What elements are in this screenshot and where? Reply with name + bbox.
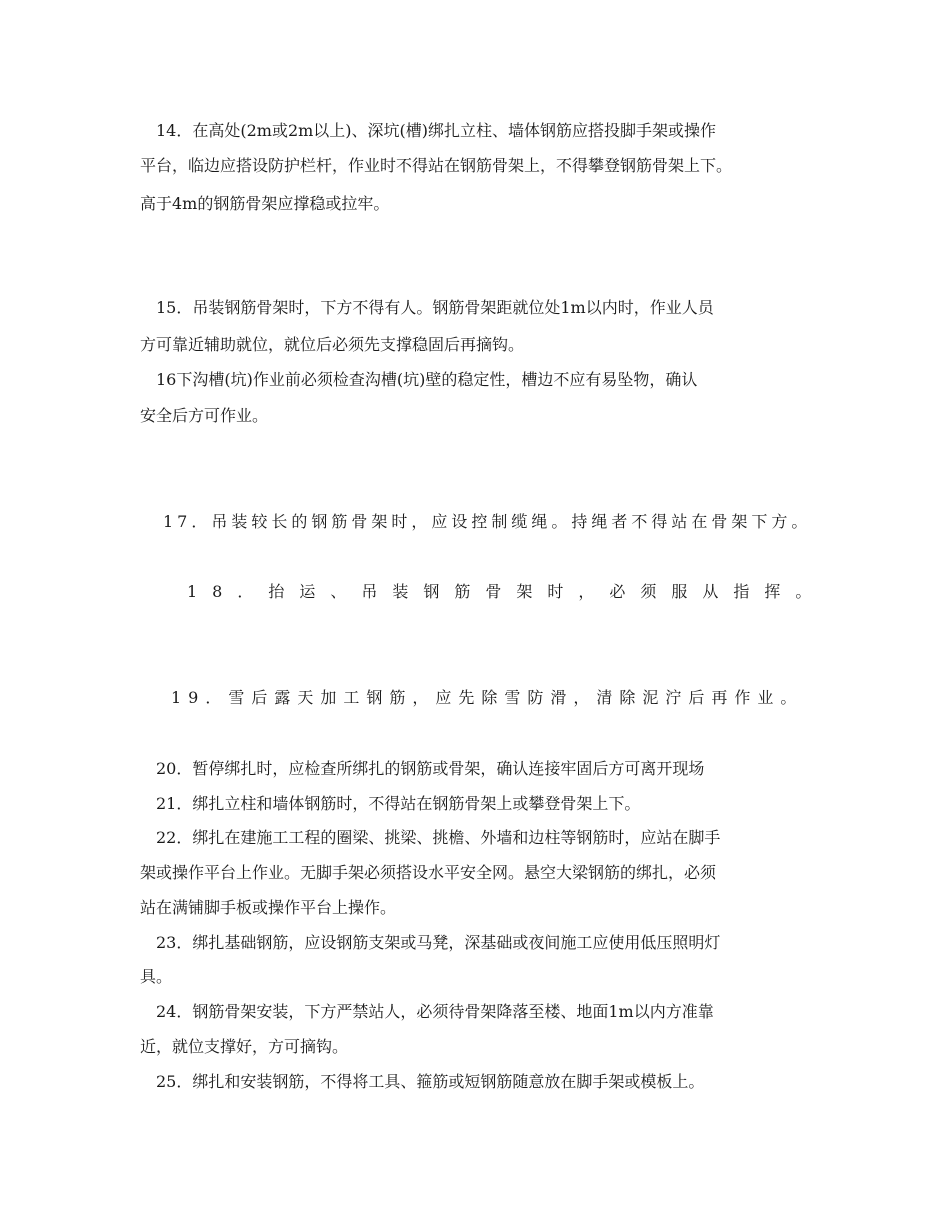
item-15-line-2: 方可靠近辅助就位，就位后必须先支撑稳固后再摘钩。 — [140, 335, 525, 354]
item-22-line-1: 22．绑扎在建施工工程的圈梁、挑梁、挑檐、外墙和边柱等钢筋时，应站在脚手 — [140, 828, 721, 847]
item-14-line-1: 14．在高处(2m或2m以上)、深坑(槽)绑扎立柱、墙体钢筋应搭投脚手架或操作 — [140, 121, 717, 140]
item-20: 20．暂停绑扎时，应检查所绑扎的钢筋或骨架，确认连接牢固后方可离开现场 — [140, 759, 705, 778]
item-24-line-1: 24．钢筋骨架安装，下方严禁站人，必须待骨架降落至楼、地面1m以内方准靠 — [140, 1002, 714, 1021]
item-21: 21．绑扎立柱和墙体钢筋时，不得站在钢筋骨架上或攀登骨架上下。 — [140, 794, 641, 813]
item-16-line-2: 安全后方可作业。 — [140, 406, 269, 425]
item-14-line-3: 高于4m的钢筋骨架应撑稳或拉牢。 — [140, 194, 390, 213]
item-17: 17．吊装较长的钢筋骨架时，应设控制缆绳。持绳者不得站在骨架下方。 — [163, 512, 812, 531]
item-15-line-1: 15．吊装钢筋骨架时，下方不得有人。钢筋骨架距就位处1m以内时，作业人员 — [140, 298, 714, 317]
item-22-line-2: 架或操作平台上作业。无脚手架必须搭设水平安全网。悬空大梁钢筋的绑扎，必须 — [140, 863, 717, 882]
item-23-line-1: 23．绑扎基础钢筋，应设钢筋支架或马凳，深基础或夜间施工应使用低压照明灯 — [140, 933, 721, 952]
item-23-line-2: 具。 — [140, 967, 173, 986]
item-25: 25．绑扎和安装钢筋，不得将工具、箍筋或短钢筋随意放在脚手架或模板上。 — [140, 1072, 705, 1091]
item-19: 19．雪后露天加工钢筋，应先除雪防滑，清除泥泞后再作业。 — [171, 688, 804, 707]
item-22-line-3: 站在满铺脚手板或操作平台上操作。 — [140, 898, 397, 917]
item-24-line-2: 近，就位支撑好，方可摘钩。 — [140, 1037, 349, 1056]
item-16-line-1: 16下沟槽(坑)作业前必须检查沟槽(坑)壁的稳定性，槽边不应有易坠物，确认 — [140, 370, 698, 389]
item-14-line-2: 平台，临边应搭设防护栏杆，作业时不得站在钢筋骨架上，不得攀登钢筋骨架上下。 — [140, 156, 733, 175]
item-18: 18．抬运、吊装钢筋骨架时，必须服从指挥。 — [187, 582, 827, 601]
